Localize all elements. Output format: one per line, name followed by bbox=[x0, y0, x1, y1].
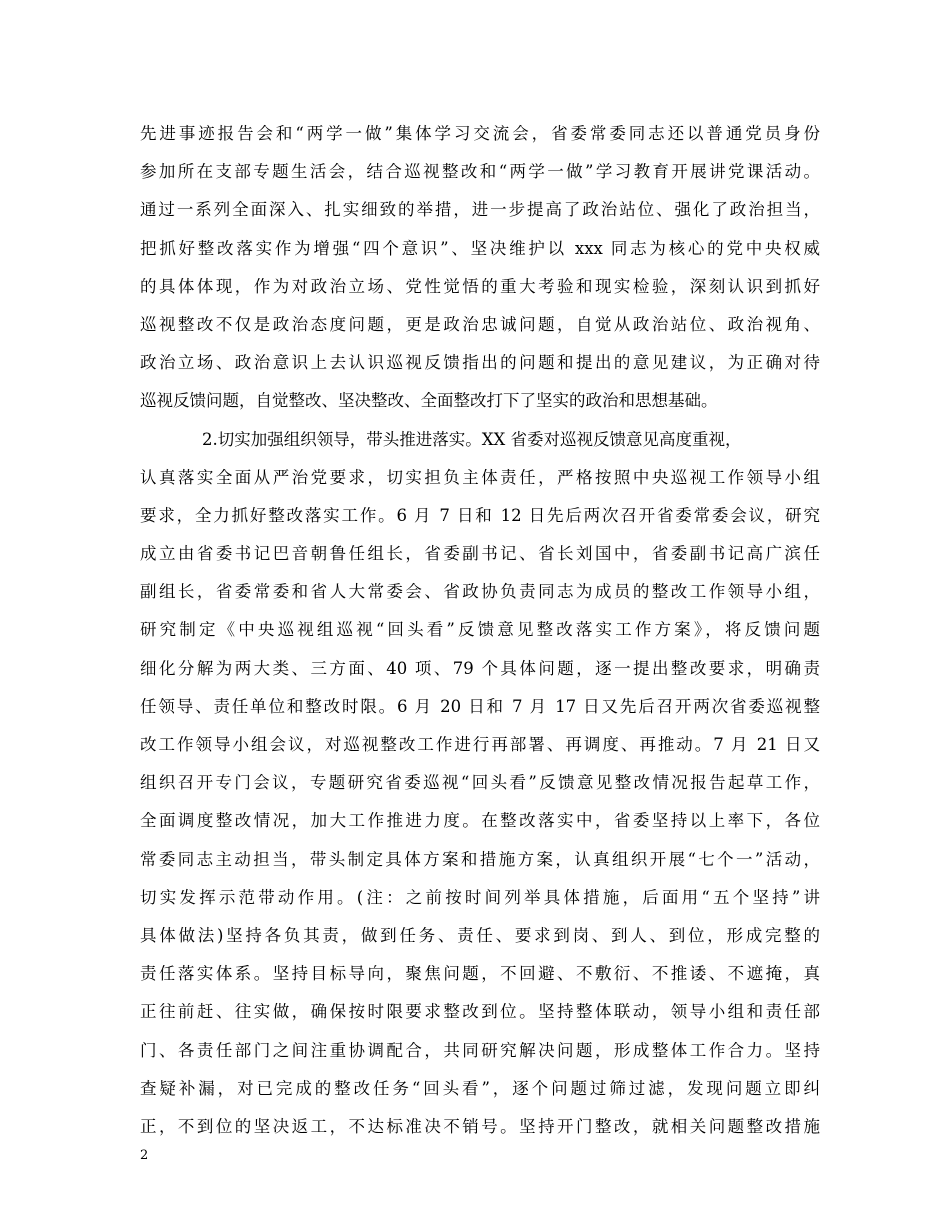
text-line: 把抓好整改落实作为增强“四个意识”、坚决维护以 xxx 同志为核心的党中央权威 bbox=[140, 238, 820, 258]
text-line: 门、各责任部门之间注重协调配合，共同研究解决问题，形成整体工作合力。坚持 bbox=[140, 1040, 820, 1060]
text-line: 巡视整改不仅是政治态度问题，更是政治忠诚问题，自觉从政治站位、政治视角、 bbox=[140, 314, 820, 334]
text-line: 参加所在支部专题生活会，结合巡视整改和“两学一做”学习教育开展讲党课活动。 bbox=[140, 162, 820, 182]
text-line: 副组长，省委常委和省人大常委会、省政协负责同志为成员的整改工作领导小组， bbox=[140, 582, 820, 602]
text-line: 常委同志主动担当，带头制定具体方案和措施方案，认真组织开展“七个一”活动， bbox=[140, 849, 820, 869]
text-line: 细化分解为两大类、三方面、40 项、79 个具体问题，逐一提出整改要求，明确责 bbox=[140, 658, 820, 678]
text-line: 责任落实体系。坚持目标导向，聚焦问题，不回避、不敷衍、不推诿、不遮掩，真 bbox=[140, 964, 820, 984]
text-line: 2.切实加强组织领导，带头推进落实。XX 省委对巡视反馈意见高度重视， bbox=[202, 429, 742, 449]
text-line: 研究制定《中央巡视组巡视“回头看”反馈意见整改落实工作方案》，将反馈问题 bbox=[140, 620, 820, 640]
text-line: 要求，全力抓好整改落实工作。6 月 7 日和 12 日先后两次召开省委常委会议，研究 bbox=[140, 505, 820, 525]
paragraph-continuation bbox=[140, 115, 820, 421]
text-line: 组织召开专门会议，专题研究省委巡视“回头看”反馈意见整改情况报告起草工作， bbox=[140, 773, 820, 793]
text-line: 通过一系列全面深入、扎实细致的举措，进一步提高了政治站位、强化了政治担当， bbox=[140, 200, 820, 220]
text-line: 先进事迹报告会和“两学一做”集体学习交流会，省委常委同志还以普通党员身份 bbox=[140, 124, 820, 143]
text-line: 正，不到位的坚决返工，不达标准决不销号。坚持开门整改，就相关问题整改措施 bbox=[140, 1116, 820, 1136]
text-line: 成立由省委书记巴音朝鲁任组长，省委副书记、省长刘国中，省委副书记高广滨任 bbox=[140, 544, 820, 564]
text-line: 全面调度整改情况，加大工作推进力度。在整改落实中，省委坚持以上率下，各位 bbox=[140, 811, 820, 831]
text-line: 政治立场、政治意识上去认识巡视反馈指出的问题和提出的意见建议，为正确对待 bbox=[140, 353, 820, 373]
text-line: 巡视反馈问题，自觉整改、坚决整改、全面整改打下了坚实的政治和思想基础。 bbox=[140, 391, 718, 411]
text-line: 查疑补漏，对已完成的整改任务“回头看”，逐个问题过筛过滤，发现问题立即纠 bbox=[140, 1078, 820, 1098]
text-line: 具体做法)坚持各负其责，做到任务、责任、要求到岗、到人、到位，形成完整的 bbox=[140, 925, 820, 945]
text-line: 切实发挥示范带动作用。(注：之前按时间列举具体措施，后面用“五个坚持”讲 bbox=[140, 887, 820, 907]
text-line: 正往前赶、往实做，确保按时限要求整改到位。坚持整体联动，领导小组和责任部 bbox=[140, 1002, 820, 1022]
text-line: 任领导、责任单位和整改时限。6 月 20 日和 7 月 17 日又先后召开两次省委巡视整 bbox=[140, 696, 820, 716]
body-text bbox=[140, 115, 820, 1146]
text-line: 认真落实全面从严治党要求，切实担负主体责任，严格按照中央巡视工作领导小组 bbox=[140, 467, 820, 487]
paragraph-organization-leadership bbox=[140, 421, 820, 1147]
page-number: 2 bbox=[140, 1148, 149, 1163]
text-line: 的具体体现，作为对政治立场、党性觉悟的重大考验和现实检验，深刻认识到抓好 bbox=[140, 276, 820, 296]
text-line: 改工作领导小组会议，对巡视整改工作进行再部署、再调度、再推动。7 月 21 日又 bbox=[140, 735, 820, 754]
